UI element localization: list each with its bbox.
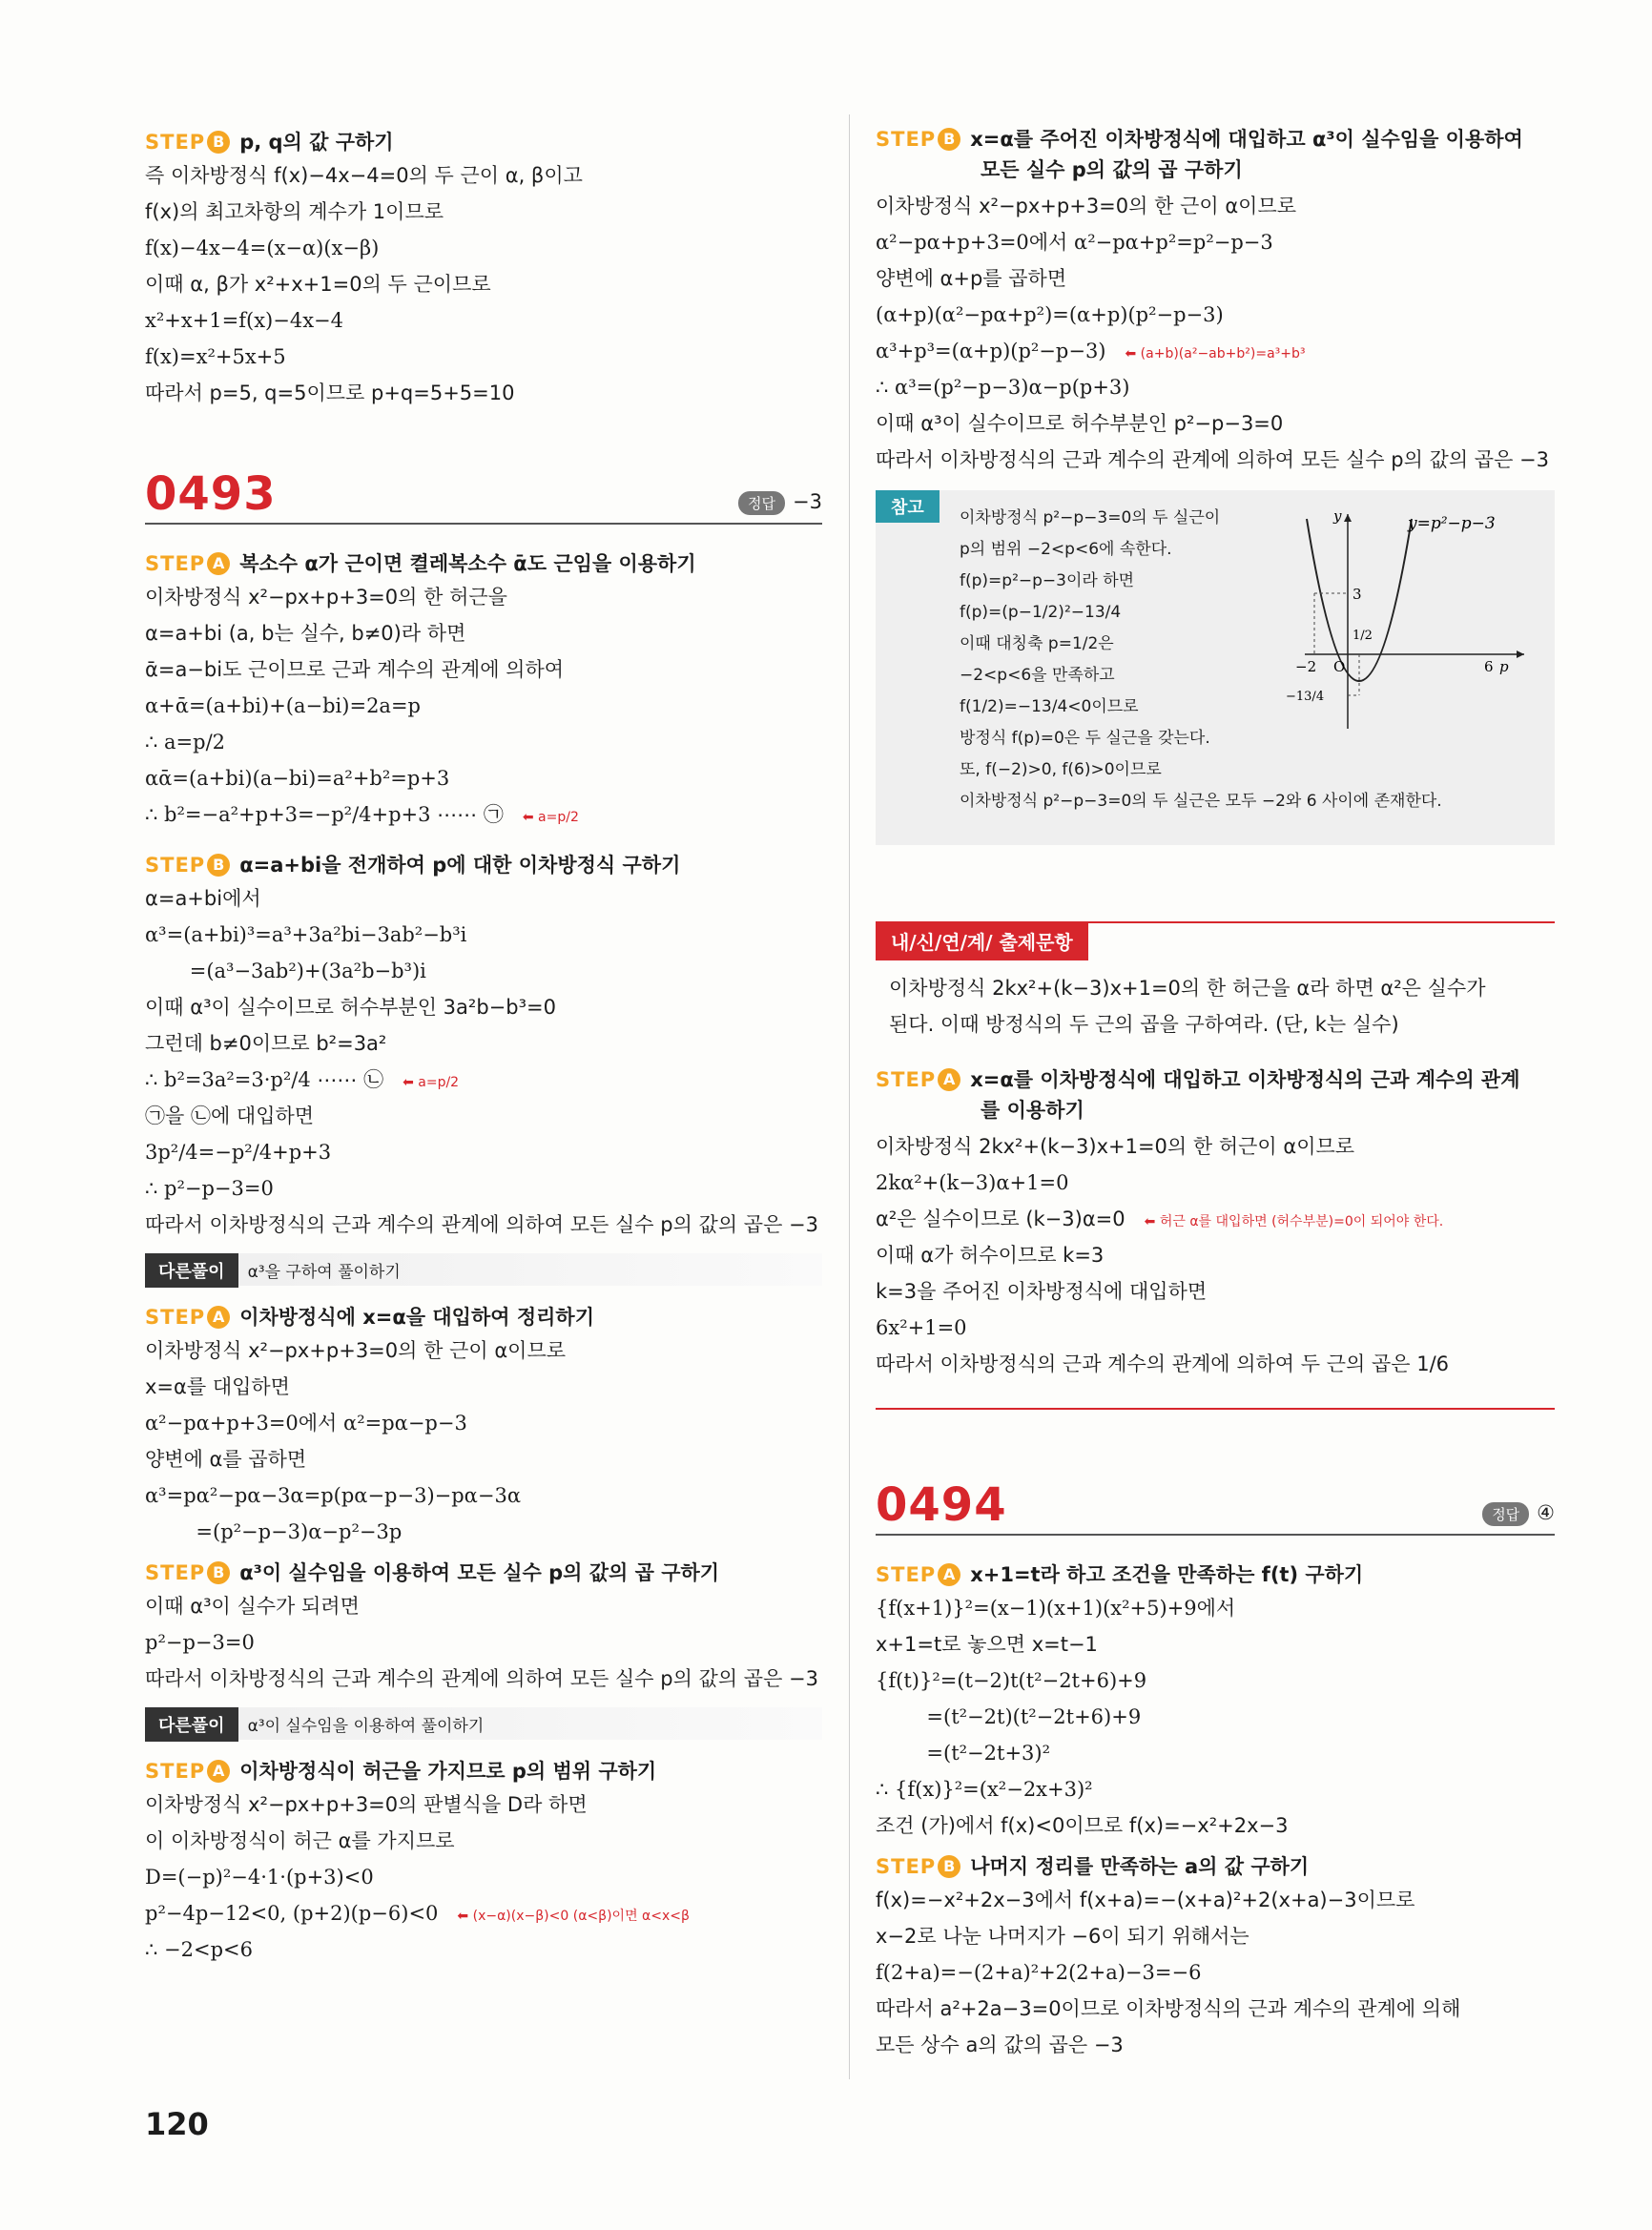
- reference-line: 이차방정식 p²−p−3=0의 두 실근이: [960, 508, 1221, 527]
- solution-line: f(x)=x²+5x+5: [145, 345, 286, 368]
- solution-line: ᾱ=a−bi도 근이므로 근과 계수의 관계에 의하여: [145, 658, 565, 681]
- step-heading: [876, 1848, 1555, 1887]
- step-title: α=a+bi을 전개하여 p에 대한 이차방정식 구하기: [239, 854, 681, 877]
- step-letter-badge: B: [207, 1561, 230, 1584]
- step-heading: [145, 546, 822, 584]
- solution-line: f(2+a)=−(2+a)²+2(2+a)−3=−6: [876, 1961, 1202, 1984]
- problem-number: 0493: [145, 467, 277, 521]
- solution-line: 이차방정식 2kx²+(k−3)x+1=0의 한 허근이 α이므로: [876, 1135, 1355, 1158]
- reference-box: [876, 490, 1555, 845]
- solution-line: ㉠을 ㉡에 대입하면: [145, 1105, 315, 1127]
- answer-badge: 정답: [1482, 1502, 1529, 1526]
- solution-text: p²−4p−12<0, (p+2)(p−6)<0: [145, 1902, 439, 1925]
- step-title: α³이 실수임을 이용하여 모든 실수 p의 값의 곱 구하기: [239, 1561, 720, 1584]
- reference-line: 방정식 f(p)=0은 두 실근을 갖는다.: [960, 729, 1210, 748]
- step-title: 이차방정식이 허근을 가지므로 p의 범위 구하기: [239, 1760, 657, 1783]
- step-tag: STEP: [876, 1068, 937, 1091]
- solution-line: 3p²/4=−p²/4+p+3: [145, 1141, 332, 1164]
- answer: [1482, 1501, 1555, 1526]
- solution-line: 이차방정식 x²−px+p+3=0의 한 허근을: [145, 586, 507, 609]
- step-heading: [145, 847, 822, 885]
- answer: [738, 490, 822, 515]
- solution-line: 이때 α, β가 x²+x+1=0의 두 근이므로: [145, 273, 491, 296]
- solution-line: 이차방정식 x²−px+p+3=0의 한 근이 α이므로: [145, 1339, 567, 1362]
- solution-line: α²−pα+p+3=0에서 α²=pα−p−3: [145, 1412, 467, 1435]
- solution-line: [145, 801, 822, 837]
- solution-line: α²−pα+p+3=0에서 α²−pα+p²=p²−p−3: [876, 231, 1273, 254]
- step-heading: [145, 1753, 822, 1791]
- solution-line: [876, 1206, 1555, 1242]
- reference-line: f(p)=(p−1/2)²−13/4: [960, 603, 1122, 622]
- solution-line: x+1=t로 놓으면 x=t−1: [876, 1633, 1098, 1656]
- reference-line: p의 범위 −2<p<6에 속한다.: [960, 540, 1172, 559]
- step-heading: [145, 124, 822, 162]
- linked-problem-banner: [876, 921, 1555, 965]
- solution-line: 모든 상수 a의 값의 곱은 −3: [876, 2034, 1124, 2056]
- alt-title: α³이 실수임을 이용하여 풀이하기: [247, 1717, 485, 1736]
- solution-line: 따라서 이차방정식의 근과 계수의 관계에 의하여 모든 실수 p의 값의 곱은 −3: [145, 1667, 819, 1690]
- step-tag: STEP: [145, 854, 206, 877]
- solution-line: 따라서 p=5, q=5이므로 p+q=5+5=10: [145, 382, 515, 404]
- solution-line: 조건 (가)에서 f(x)<0이므로 f(x)=−x²+2x−3: [876, 1814, 1289, 1837]
- problem-number: 0494: [876, 1478, 1007, 1532]
- solution-line: =(p²−p−3)α−p²−3p: [145, 1520, 403, 1543]
- step-title-continued: 를 이용하기: [981, 1099, 1084, 1122]
- solution-line: α+ᾱ=(a+bi)+(a−bi)=2a=p: [145, 694, 421, 717]
- column-divider: [849, 114, 850, 2079]
- step-heading: [876, 1557, 1555, 1595]
- step-letter-badge: A: [938, 1068, 960, 1091]
- step-tag: STEP: [145, 1561, 206, 1584]
- step-tag: STEP: [145, 131, 206, 154]
- step-title: x+1=t라 하고 조건을 만족하는 f(t) 구하기: [970, 1563, 1364, 1586]
- step-letter-badge: B: [207, 131, 230, 154]
- solution-line: α³=pα²−pα−3α=p(pα−p−3)−pα−3α: [145, 1484, 521, 1507]
- solution-line: 그런데 b≠0이므로 b²=3a²: [145, 1032, 387, 1055]
- question-line: 된다. 이때 방정식의 두 근의 곱을 구하여라. (단, k는 실수): [889, 1013, 1399, 1036]
- solution-line: 6x²+1=0: [876, 1316, 967, 1339]
- solution-line: [145, 1900, 822, 1936]
- alt-label: 다른풀이: [145, 1253, 238, 1288]
- solution-text: α²은 실수이므로 (k−3)α=0: [876, 1208, 1125, 1230]
- step-tag: STEP: [145, 1306, 206, 1329]
- solution-line: 따라서 a²+2a−3=0이므로 이차방정식의 근과 계수의 관계에 의해: [876, 1997, 1461, 2020]
- answer-value: ④: [1537, 1501, 1555, 1524]
- solution-line: {f(t)}²=(t−2)t(t²−2t+6)+9: [876, 1669, 1147, 1692]
- problem-header: [876, 1467, 1555, 1536]
- step-tag: STEP: [876, 128, 937, 151]
- alternative-solution-banner: [145, 1253, 822, 1291]
- solution-text: ∴ b²=3a²=3·p²/4 ⋯⋯ ㉡: [145, 1068, 384, 1091]
- linked-problem-question: [889, 975, 1555, 1047]
- step-tag: STEP: [876, 1855, 937, 1878]
- step-letter-badge: A: [938, 1563, 960, 1586]
- step-letter-badge: A: [207, 1760, 230, 1783]
- step-letter-badge: B: [938, 128, 960, 151]
- solution-line: αᾱ=(a+bi)(a−bi)=a²+b²=p+3: [145, 767, 450, 790]
- side-note: ⬅ 허근 α를 대입하면 (허수부분)=0이 되어야 한다.: [1144, 1214, 1444, 1229]
- solution-line: 이 이차방정식이 허근 α를 가지므로: [145, 1829, 455, 1852]
- solution-line: f(x)=−x²+2x−3에서 f(x+a)=−(x+a)²+2(x+a)−3이므로: [876, 1889, 1415, 1911]
- step-letter-badge: A: [207, 1306, 230, 1329]
- solution-text: α³+p³=(α+p)(p²−p−3): [876, 340, 1106, 362]
- x-axis-arrow: [1517, 650, 1524, 658]
- reference-line: 이차방정식 p²−p−3=0의 두 실근은 모두 −2와 6 사이에 존재한다.: [960, 792, 1442, 811]
- tick-label-6: 6: [1484, 658, 1494, 675]
- solution-line: 양변에 α+p를 곱하면: [876, 267, 1067, 290]
- step-letter-badge: B: [938, 1855, 960, 1878]
- solution-line: 따라서 이차방정식의 근과 계수의 관계에 의하여 모든 실수 p의 값의 곱은 −3: [876, 448, 1550, 471]
- solution-line: D=(−p)²−4·1·(p+3)<0: [145, 1866, 374, 1889]
- reference-line: 또, f(−2)>0, f(6)>0이므로: [960, 760, 1162, 779]
- solution-line: 이때 α가 허수이므로 k=3: [876, 1244, 1105, 1267]
- solution-line: 이때 α³이 실수이므로 허수부분인 3a²b−b³=0: [145, 996, 556, 1019]
- page-number: 120: [145, 2106, 209, 2142]
- y-axis-arrow: [1344, 514, 1352, 522]
- solution-line: =(t²−2t)(t²−2t+6)+9: [876, 1705, 1142, 1728]
- solution-line: 즉 이차방정식 f(x)−4x−4=0의 두 근이 α, β이고: [145, 164, 583, 187]
- solution-line: 이차방정식 x²−px+p+3=0의 한 근이 α이므로: [876, 195, 1297, 217]
- step-heading: [876, 1064, 1555, 1095]
- step-title: x=α를 이차방정식에 대입하고 이차방정식의 근과 계수의 관계: [970, 1068, 1520, 1091]
- banner-background: [145, 1253, 822, 1286]
- reference-line: f(p)=p²−p−3이라 하면: [960, 571, 1135, 590]
- solution-line: α³=(a+bi)³=a³+3a²bi−3ab²−b³i: [145, 923, 467, 946]
- solution-line: 따라서 이차방정식의 근과 계수의 관계에 의하여 모든 실수 p의 값의 곱은 −3: [145, 1213, 819, 1236]
- step-heading: [876, 124, 1555, 155]
- step-title: 복소수 α가 근이면 켤레복소수 ᾱ도 근임을 이용하기: [239, 552, 696, 575]
- reference-line: 이때 대칭축 p=1/2은: [960, 634, 1114, 653]
- tick-label-half: 1/2: [1353, 629, 1373, 643]
- step-tag: STEP: [876, 1563, 937, 1586]
- solution-line: (α+p)(α²−pα+p²)=(α+p)(p²−p−3): [876, 303, 1224, 326]
- solution-line: 따라서 이차방정식의 근과 계수의 관계에 의하여 두 근의 곱은 1/6: [876, 1352, 1450, 1375]
- solution-line: 양변에 α를 곱하면: [145, 1448, 307, 1471]
- side-note: ⬅ a=p/2: [403, 1075, 460, 1090]
- alt-label: 다른풀이: [145, 1707, 238, 1742]
- x-axis-label: p: [1499, 658, 1509, 675]
- step-title: x=α를 주어진 이차방정식에 대입하고 α³이 실수임을 이용하여: [970, 128, 1523, 151]
- solution-line: ∴ −2<p<6: [145, 1938, 253, 1961]
- solution-line: ∴ {f(x)}²=(x²−2x+3)²: [876, 1778, 1093, 1801]
- solution-line: 이때 α³이 실수가 되려면: [145, 1595, 360, 1618]
- solution-line: x=α를 대입하면: [145, 1375, 290, 1398]
- tick-label-min: −13/4: [1286, 690, 1325, 704]
- solution-line: ∴ a=p/2: [145, 731, 226, 754]
- side-note: ⬅ (x−α)(x−β)<0 (α<β)이면 α<x<β: [457, 1909, 690, 1924]
- step-letter-badge: A: [207, 552, 230, 575]
- parabola-graph: [1286, 500, 1534, 738]
- solution-line: x−2로 나눈 나머지가 −6이 되기 위해서는: [876, 1925, 1249, 1948]
- solution-line: α=a+bi (a, b는 실수, b≠0)라 하면: [145, 622, 466, 645]
- y-axis-label: y: [1333, 507, 1342, 525]
- problem-header: [145, 456, 822, 525]
- solution-line: 이때 α³이 실수이므로 허수부분인 p²−p−3=0: [876, 412, 1284, 435]
- answer-badge: 정답: [738, 491, 785, 515]
- solution-line: α=a+bi에서: [145, 887, 261, 910]
- step-title-continued: 모든 실수 p의 값의 곱 구하기: [981, 158, 1243, 181]
- solution-line: =(a³−3ab²)+(3a²b−b³)i: [145, 960, 426, 982]
- solution-line: =(t²−2t+3)²: [876, 1742, 1051, 1765]
- alt-title: α³을 구하여 풀이하기: [247, 1263, 401, 1282]
- question-line: 이차방정식 2kx²+(k−3)x+1=0의 한 허근을 α라 하면 α²은 실수가: [889, 977, 1486, 1000]
- right-column: [876, 124, 1555, 2068]
- reference-line: f(1/2)=−13/4<0이므로: [960, 697, 1139, 716]
- step-title: 이차방정식에 x=α을 대입하여 정리하기: [239, 1306, 594, 1329]
- curve-label: y=p²−p−3: [1408, 514, 1496, 533]
- left-column: [145, 124, 822, 1972]
- step-heading: [145, 1555, 822, 1593]
- solution-line: [145, 1066, 822, 1103]
- step-title: 나머지 정리를 만족하는 a의 값 구하기: [970, 1855, 1310, 1878]
- solution-line: k=3을 주어진 이차방정식에 대입하면: [876, 1280, 1208, 1303]
- solution-line: f(x)−4x−4=(x−α)(x−β): [145, 237, 380, 259]
- section-end-rule: [876, 1408, 1555, 1410]
- solution-text: ∴ b²=−a²+p+3=−p²/4+p+3 ⋯⋯ ㉠: [145, 803, 504, 826]
- tick-label-neg2: −2: [1295, 658, 1317, 675]
- origin-label: O: [1333, 658, 1346, 675]
- solution-line: ∴ α³=(p²−p−3)α−p(p+3): [876, 376, 1130, 399]
- solution-line: ∴ p²−p−3=0: [145, 1177, 274, 1200]
- solution-line: x²+x+1=f(x)−4x−4: [145, 309, 344, 332]
- banner-background: [145, 1707, 822, 1740]
- tick-label-3: 3: [1353, 586, 1362, 603]
- reference-label: 참고: [876, 490, 940, 523]
- step-tag: STEP: [145, 1760, 206, 1783]
- solution-line: f(x)의 최고차항의 계수가 1이므로: [145, 200, 444, 223]
- side-note: ⬅ a=p/2: [522, 810, 579, 825]
- alternative-solution-banner: [145, 1707, 822, 1745]
- solution-line: 이차방정식 x²−px+p+3=0의 판별식을 D라 하면: [145, 1793, 588, 1816]
- step-heading: [145, 1299, 822, 1337]
- solution-line: 2kα²+(k−3)α+1=0: [876, 1171, 1069, 1194]
- linked-problem-label: 내/신/연/계/ 출제문항: [876, 921, 1088, 960]
- step-tag: STEP: [145, 552, 206, 575]
- solution-line: p²−p−3=0: [145, 1631, 255, 1654]
- step-letter-badge: B: [207, 854, 230, 877]
- solution-line: [876, 338, 1555, 374]
- solution-line: {f(x+1)}²=(x−1)(x+1)(x²+5)+9에서: [876, 1597, 1236, 1620]
- step-title: p, q의 값 구하기: [239, 131, 394, 154]
- reference-line: −2<p<6을 만족하고: [960, 666, 1115, 685]
- side-note: ⬅ (a+b)(a²−ab+b²)=a³+b³: [1125, 346, 1306, 361]
- answer-value: −3: [793, 490, 822, 513]
